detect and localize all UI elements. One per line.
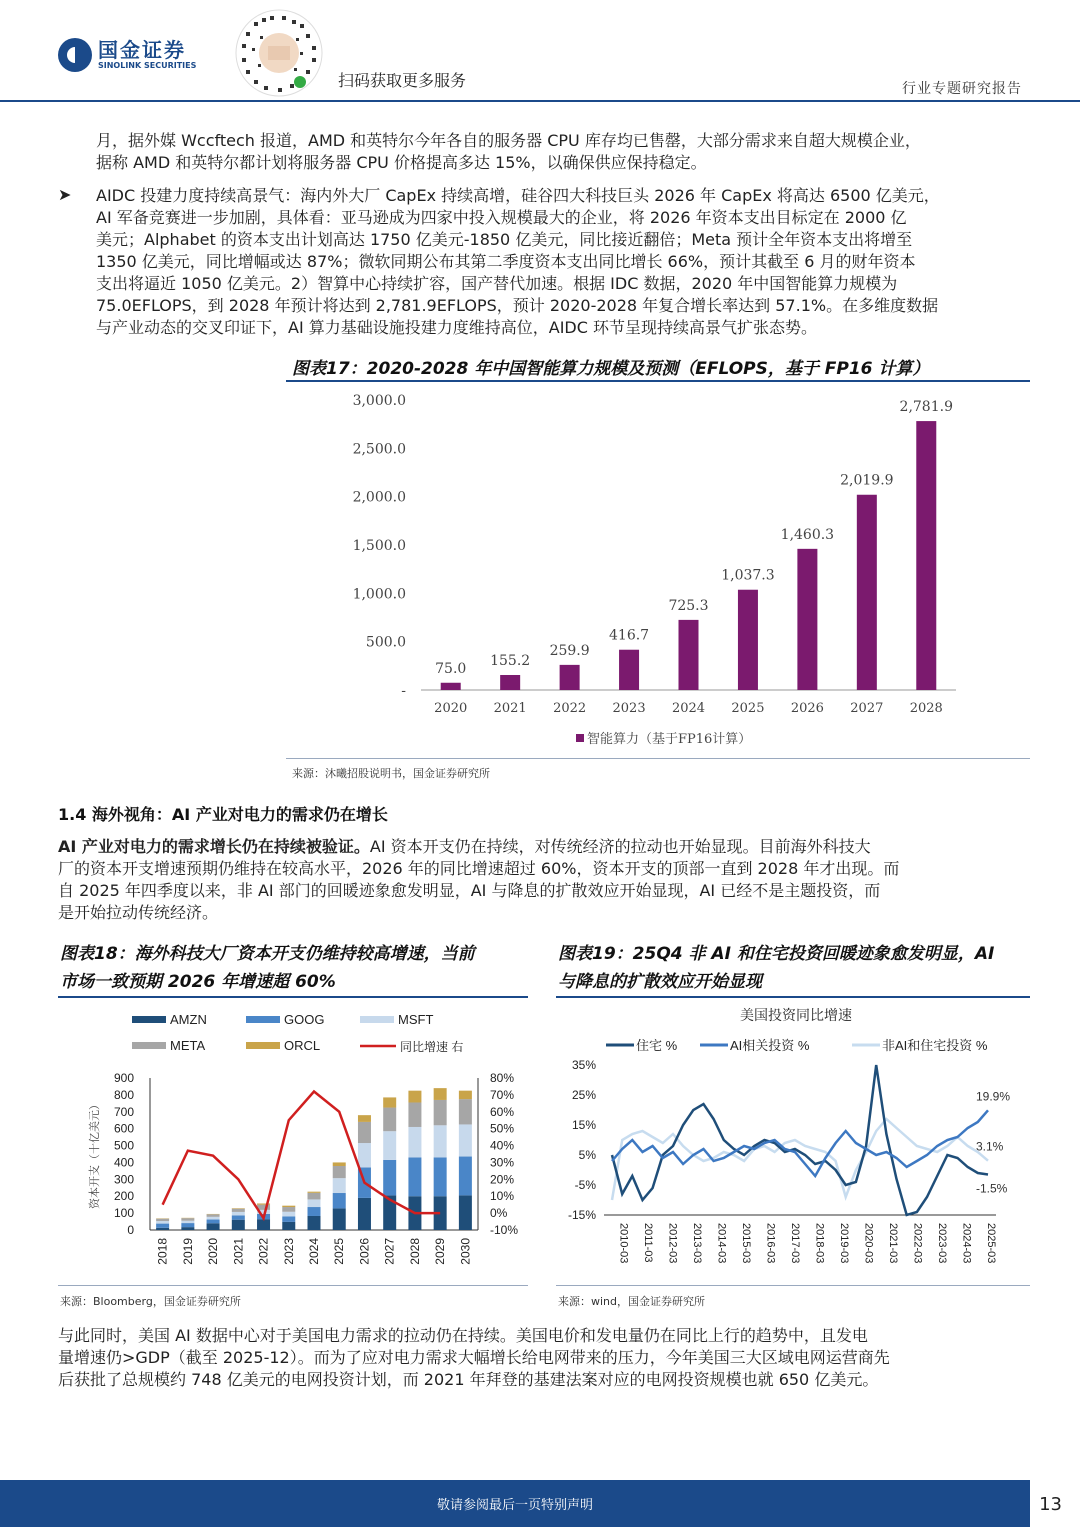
x-tick-label: 2020 <box>206 1238 221 1265</box>
y-tick-label: 2,000.0 <box>352 489 406 506</box>
bar-value-label: 75.0 <box>435 660 467 677</box>
fig18-title-line: 市场一致预期 2026 年增速超 60% <box>60 972 336 992</box>
footer-disclaimer[interactable]: 敬请参阅最后一页特别声明 <box>436 1498 593 1513</box>
bar-segment-meta-2023 <box>282 1207 295 1212</box>
paragraph-line <box>58 836 1026 858</box>
x-tick-label: 2018 <box>155 1238 170 1265</box>
x-tick-label: 2024 <box>671 701 706 716</box>
bar-2021 <box>500 675 520 690</box>
bar-segment-meta-2028 <box>408 1102 421 1126</box>
paragraph-line: 据称 AMD 和英特尔都计划将服务器 CPU 价格提高多达 15%，以确保供应保持稳定。 <box>96 153 707 172</box>
paragraph-line: 自 2025 年四季度以来，非 AI 部门的回暖迹象愈发明显，AI 与降息的扩散效应开始显现，AI 已经不是主题投资，而 <box>58 881 881 900</box>
bar-segment-amzn-2019 <box>181 1227 194 1230</box>
y-tick-label: 500 <box>113 1138 134 1153</box>
report-type-label: 行业专题研究报告 <box>902 81 1022 97</box>
bar-segment-msft-2029 <box>434 1125 447 1157</box>
legend-swatch <box>576 734 584 742</box>
y2-tick-label: 0% <box>490 1206 508 1221</box>
x-tick-label: 2020 <box>434 701 468 716</box>
fig18-chart <box>58 1000 528 1282</box>
x-tick-label: 2013-03 <box>690 1223 703 1264</box>
bar-segment-msft-2021 <box>232 1212 245 1216</box>
bar-2027 <box>857 495 877 690</box>
x-tick-label: 2026 <box>357 1238 372 1265</box>
y2-tick-label: 70% <box>490 1087 515 1102</box>
x-tick-label: 2021-03 <box>886 1223 899 1264</box>
x-tick-label: 2019-03 <box>837 1223 850 1264</box>
y-tick-label: 3,000.0 <box>352 393 406 409</box>
paragraph-line: AI 军备竞赛进一步加剧，具体看：亚马逊成为四家中投入规模最大的企业，将 2026 年资本支出目标定在 2000 亿 <box>96 208 907 227</box>
bar-segment-goog-2023 <box>282 1216 295 1221</box>
fig18-bottom-rule <box>58 1285 528 1286</box>
x-tick-label: 2024 <box>307 1238 321 1265</box>
legend-label: AI相关投资 % <box>730 1038 810 1053</box>
fig19-chart <box>556 1000 1030 1282</box>
bar-value-label: 2,781.9 <box>899 399 953 416</box>
fig18-title-rule <box>58 996 528 998</box>
bar-segment-meta-2027 <box>383 1108 396 1132</box>
x-tick-label: 2026 <box>790 701 824 716</box>
bar-segment-orcl-2026 <box>358 1115 371 1122</box>
paragraph-2 <box>96 185 1026 339</box>
paragraph-lead: AI 产业对电力的需求增长仍在持续被验证。 <box>58 837 370 856</box>
x-tick-label: 2027 <box>382 1238 397 1265</box>
x-tick-label: 2023 <box>612 701 646 716</box>
paragraph-line: 75.0EFLOPS，到 2028 年预计将达到 2,781.9EFLOPS，预计 2020-2028 年复合增长率达到 57.1%。在多维度数据 <box>96 296 939 315</box>
bar-2028 <box>916 421 936 690</box>
bar-segment-goog-2020 <box>207 1220 220 1224</box>
bar-segment-goog-2027 <box>383 1160 396 1195</box>
x-tick-label: 2022 <box>256 1238 271 1265</box>
paragraph-line: 1350 亿美元，同比增幅或达 87%；微软同期公布其第二季度资本支出同比增长 66%，预计其截至 6 月的财年资本 <box>96 252 916 271</box>
bar-segment-amzn-2023 <box>282 1222 295 1230</box>
bullet-arrow-icon: ➤ <box>58 185 72 204</box>
bar-segment-msft-2020 <box>207 1217 220 1220</box>
bar-segment-msft-2023 <box>282 1212 295 1217</box>
bar-segment-meta-2020 <box>207 1214 220 1217</box>
fig18-title <box>60 940 475 996</box>
bar-segment-goog-2025 <box>333 1193 346 1208</box>
y2-tick-label: 40% <box>490 1138 515 1153</box>
paragraph-3 <box>58 836 1026 924</box>
fig18-title-line: 图表18：海外科技大厂资本开支仍维持较高增速，当前 <box>60 944 475 964</box>
sinolink-logo-icon <box>58 38 92 72</box>
x-tick-label: 2015-03 <box>739 1223 752 1264</box>
x-tick-label: 2029 <box>433 1238 448 1265</box>
end-value-label: 3.1% <box>976 1139 1004 1154</box>
bar-segment-msft-2018 <box>156 1221 169 1224</box>
bar-segment-msft-2027 <box>383 1131 396 1160</box>
bar-2024 <box>679 620 699 690</box>
bar-2020 <box>441 683 461 690</box>
x-tick-label: 2023-03 <box>935 1223 948 1264</box>
bar-segment-goog-2030 <box>459 1157 472 1196</box>
paragraph-line: 支出将逼近 1050 亿美元。2）智算中心持续扩容，国产替代加速。根据 IDC 数据，2020 年中国智能算力规模为 <box>96 274 898 293</box>
fig17-bottom-rule <box>286 758 1030 759</box>
x-tick-label: 2023 <box>281 1238 296 1265</box>
x-tick-label: 2022-03 <box>911 1223 924 1264</box>
qr-code-icon[interactable] <box>234 8 324 98</box>
paragraph-line: 量增速仍>GDP（截至 2025-12）。而为了应对电力需求大幅增长给电网带来的压力，今年美国三大区域电网运营商先 <box>58 1348 890 1367</box>
growth-rate-line <box>163 1092 441 1219</box>
y2-tick-label: 20% <box>490 1172 515 1187</box>
bar-segment-msft-2024 <box>308 1199 321 1207</box>
y-tick-label: 25% <box>571 1088 596 1102</box>
x-tick-label: 2016-03 <box>764 1223 777 1264</box>
bar-segment-meta-2030 <box>459 1099 472 1124</box>
bar-segment-goog-2018 <box>156 1224 169 1228</box>
y-tick-label: 300 <box>113 1172 134 1187</box>
fig19-title-line: 与降息的扩散效应开始显现 <box>558 972 762 992</box>
bar-value-label: 416.7 <box>609 627 650 644</box>
fig17-source: 来源：沐曦招股说明书，国金证券研究所 <box>292 767 490 780</box>
bar-segment-goog-2019 <box>181 1223 194 1227</box>
x-tick-label: 2021 <box>231 1238 246 1265</box>
x-tick-label: 2025 <box>332 1238 347 1265</box>
bar-segment-meta-2018 <box>156 1219 169 1221</box>
y-tick-label: 400 <box>113 1155 134 1170</box>
bar-value-label: 155.2 <box>490 652 531 669</box>
fig19-title-line: 图表19：25Q4 非 AI 和住宅投资回暖迹象愈发明显，AI <box>558 944 995 964</box>
x-tick-label: 2017-03 <box>788 1223 801 1264</box>
legend-swatch <box>132 1042 166 1049</box>
qr-caption: 扫码获取更多服务 <box>338 71 467 90</box>
legend-label: META <box>170 1038 206 1053</box>
bar-segment-meta-2026 <box>358 1122 371 1143</box>
bar-segment-amzn-2020 <box>207 1223 220 1230</box>
fig17-title: 图表17：2020-2028 年中国智能算力规模及预测（EFLOPS，基于 FP16 计算） <box>292 359 930 379</box>
legend-label: 智能算力（基于FP16计算） <box>587 732 752 747</box>
x-tick-label: 2022 <box>553 701 587 716</box>
y-tick-label: 1,000.0 <box>352 586 406 603</box>
y-tick-label: 2,500.0 <box>352 441 406 458</box>
fig18-source: 来源：Bloomberg，国金证券研究所 <box>60 1295 241 1308</box>
bar-value-label: 1,037.3 <box>721 567 775 584</box>
fig19-source: 来源：wind，国金证券研究所 <box>558 1295 706 1308</box>
x-tick-label: 2025 <box>731 701 765 716</box>
y-tick-label: 900 <box>113 1071 134 1085</box>
x-tick-label: 2012-03 <box>666 1223 679 1264</box>
bar-segment-goog-2029 <box>434 1157 447 1196</box>
x-tick-label: 2025-03 <box>984 1223 997 1264</box>
x-tick-label: 2020-03 <box>862 1223 875 1264</box>
y-tick-label: 500.0 <box>365 634 406 651</box>
y-axis-title: 资本开支（十亿美元） <box>89 1099 101 1209</box>
bar-segment-amzn-2024 <box>308 1216 321 1230</box>
x-tick-label: 2028 <box>909 701 943 716</box>
bar-segment-msft-2030 <box>459 1124 472 1156</box>
legend-label: GOOG <box>284 1012 325 1027</box>
y2-tick-label: 10% <box>490 1189 515 1204</box>
paragraph-line-rest: AI 资本开支仍在持续，对传统经济的拉动也开始显现。目前海外科技大 <box>369 837 871 856</box>
legend-swatch <box>246 1016 280 1023</box>
x-tick-label: 2030 <box>458 1238 473 1265</box>
y-tick-label: 0 <box>127 1223 134 1237</box>
company-logo <box>58 38 196 72</box>
bar-value-label: 2,019.9 <box>840 472 894 489</box>
bar-segment-msft-2026 <box>358 1143 371 1167</box>
y2-tick-label: -10% <box>490 1223 519 1237</box>
bar-segment-orcl-2027 <box>383 1097 396 1107</box>
legend-swatch <box>360 1016 394 1023</box>
y-tick-label: 700 <box>113 1104 134 1119</box>
bar-value-label: 259.9 <box>549 642 590 659</box>
bar-segment-orcl-2025 <box>333 1162 346 1166</box>
legend-label: AMZN <box>170 1012 207 1027</box>
y-tick-label: 35% <box>571 1058 596 1072</box>
bar-segment-amzn-2022 <box>257 1219 270 1230</box>
x-tick-label: 2018-03 <box>813 1223 826 1264</box>
bar-2025 <box>738 590 758 690</box>
legend-swatch <box>246 1042 280 1049</box>
bar-segment-goog-2028 <box>408 1157 421 1196</box>
paragraph-line: 与此同时，美国 AI 数据中心对于美国电力需求的拉动仍在持续。美国电价和发电量仍在同比上行的趋势中，且发电 <box>58 1326 868 1345</box>
bar-segment-orcl-2023 <box>282 1206 295 1207</box>
legend-label: 非AI和住宅投资 % <box>882 1038 988 1053</box>
bar-segment-meta-2025 <box>333 1166 346 1178</box>
y2-tick-label: 80% <box>490 1071 515 1085</box>
paragraph-line: 后获批了总规模约 748 亿美元的电网投资计划，而 2021 年拜登的基建法案对应的电网投资规模也就 650 亿美元。 <box>58 1370 879 1389</box>
y2-tick-label: 30% <box>490 1155 515 1170</box>
bar-segment-orcl-2024 <box>308 1192 321 1193</box>
paragraph-line: 厂的资本开支增速预期仍维持在较高水平，2026 年的同比增速超过 60%，资本开支的顶部一直到 2028 年才出现。而 <box>58 859 900 878</box>
bar-segment-amzn-2018 <box>156 1228 169 1230</box>
y2-tick-label: 50% <box>490 1121 515 1136</box>
bar-segment-amzn-2021 <box>232 1220 245 1230</box>
section-title: 1.4 海外视角：AI 产业对电力的需求仍在增长 <box>58 805 388 824</box>
bar-segment-msft-2025 <box>333 1178 346 1193</box>
x-tick-label: 2010-03 <box>617 1223 630 1264</box>
bar-segment-meta-2024 <box>308 1193 321 1200</box>
y-tick-label: - <box>401 683 406 699</box>
bar-segment-amzn-2025 <box>333 1208 346 1230</box>
bar-value-label: 1,460.3 <box>780 526 835 543</box>
fig19-title <box>558 940 994 996</box>
legend-label: MSFT <box>398 1012 434 1027</box>
paragraph-line: 与产业动态的交叉印证下，AI 算力基础设施投建力度维持高位，AIDC 环节呈现持续高景气扩张态势。 <box>96 318 817 337</box>
bar-segment-amzn-2030 <box>459 1195 472 1230</box>
fig19-title-rule <box>556 996 1030 998</box>
legend-label: 同比增速 右 <box>400 1040 464 1054</box>
bar-value-label: 725.3 <box>668 597 709 614</box>
bar-segment-orcl-2030 <box>459 1091 472 1099</box>
bar-segment-meta-2029 <box>434 1100 447 1125</box>
page-number: 13 <box>1039 1494 1062 1515</box>
x-tick-label: 2021 <box>493 701 527 716</box>
bar-segment-goog-2024 <box>308 1207 321 1216</box>
paragraph-line: 美元；Alphabet 的资本支出计划高达 1750 亿美元-1850 亿美元，同比接近翻倍；Meta 预计全年资本支出将增至 <box>96 230 913 249</box>
fig19-bottom-rule <box>556 1285 1030 1286</box>
y2-tick-label: 60% <box>490 1104 515 1119</box>
paragraph-line: 月，据外媒 Wccftech 报道，AMD 和英特尔今年各自的服务器 CPU 库存均已售罄，大部分需求来自超大规模企业， <box>96 131 921 150</box>
fig17-chart <box>286 384 1030 754</box>
bar-segment-msft-2019 <box>181 1221 194 1223</box>
y-tick-label: -15% <box>567 1208 596 1222</box>
bar-segment-orcl-2029 <box>434 1088 447 1100</box>
fig17-title-rule <box>286 380 1030 382</box>
paragraph-4 <box>58 1325 1026 1391</box>
bar-segment-goog-2021 <box>232 1215 245 1219</box>
end-value-label: -1.5% <box>976 1181 1008 1196</box>
y-tick-label: 15% <box>571 1118 596 1132</box>
y-tick-label: 5% <box>578 1148 596 1162</box>
y-tick-label: 200 <box>113 1189 134 1204</box>
x-tick-label: 2024-03 <box>960 1223 973 1264</box>
paragraph-line: AIDC 投建力度持续高景气：海内外大厂 CapEx 持续高增，硅谷四大科技巨头 2026 年 CapEx 将高达 6500 亿美元， <box>96 186 940 205</box>
x-tick-label: 2014-03 <box>715 1223 728 1264</box>
y-tick-label: 1,500.0 <box>352 538 406 554</box>
paragraph-1 <box>96 130 1026 174</box>
header-divider <box>0 100 1080 102</box>
bar-2023 <box>619 650 639 690</box>
legend-label: 住宅 % <box>636 1038 678 1053</box>
x-tick-label: 2019 <box>180 1238 195 1265</box>
bar-segment-orcl-2021 <box>232 1208 245 1209</box>
x-tick-label: 2011-03 <box>641 1223 654 1263</box>
x-tick-label: 2027 <box>850 701 884 716</box>
bar-2026 <box>797 549 817 690</box>
series-line-0 <box>612 1065 988 1215</box>
y-tick-label: 800 <box>113 1087 134 1102</box>
end-value-label: 19.9% <box>976 1089 1011 1104</box>
bar-segment-amzn-2026 <box>358 1198 371 1230</box>
bar-segment-meta-2021 <box>232 1209 245 1212</box>
bar-segment-msft-2028 <box>408 1127 421 1157</box>
bar-segment-meta-2019 <box>181 1218 194 1221</box>
x-tick-label: 2028 <box>407 1238 422 1265</box>
legend-label: ORCL <box>284 1038 321 1053</box>
paragraph-line: 是开始拉动传统经济。 <box>58 903 219 922</box>
y-tick-label: 100 <box>113 1206 134 1221</box>
y-tick-label: -5% <box>574 1178 596 1192</box>
legend-swatch <box>132 1016 166 1023</box>
bar-2022 <box>560 665 580 690</box>
bar-segment-orcl-2028 <box>408 1091 421 1103</box>
chart-title: 美国投资同比增速 <box>740 1007 852 1023</box>
y-tick-label: 600 <box>113 1121 134 1136</box>
logo-english-name: SINOLINK SECURITIES <box>98 61 197 70</box>
logo-chinese-name: 国金证券 <box>98 38 186 62</box>
